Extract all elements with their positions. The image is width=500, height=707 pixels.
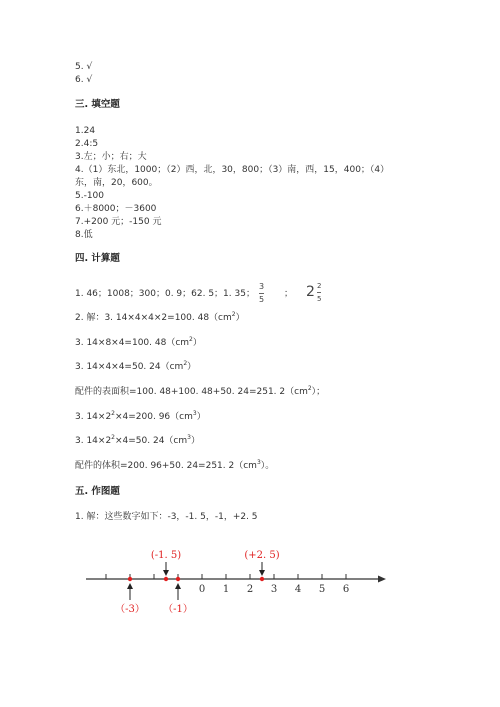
calc-answer-2: 2. 解：3. 14×4×4×2=100. $48(cm^2)$: [75, 311, 245, 323]
point-3: [260, 577, 264, 581]
calc-answer-7: 3. $14\times 2^2\times 4=50$. $24(cm^3)$: [75, 434, 200, 446]
answer-5: 5. √: [75, 62, 93, 72]
calc-answer-4: 3. 14×4×4=50. $24(cm^2)$: [75, 360, 197, 372]
point-1: [164, 577, 168, 581]
point-arrowhead-0: [127, 583, 133, 589]
point-2: [176, 577, 180, 581]
draw-answer-1: 1. 解：这些数字如下：-3，-1. 5，-1，+2. 5: [75, 512, 258, 522]
calc-answer-6: 3. $14\times 2^2\times 4=200$. $96(cm^3)$: [75, 410, 206, 422]
answer-6: 6. √: [75, 75, 93, 85]
point-arrowhead-1: [163, 570, 169, 576]
mixed-number-fraction: 2 5: [317, 282, 322, 303]
fraction-3-5: 3 5: [259, 282, 265, 304]
fill-answer-2: 2.4:5: [75, 139, 99, 149]
volume: 配件的体积=200. 96+50. 24=251. $2(cm^3)$。: [75, 459, 275, 471]
tick-label-6: 6: [342, 584, 350, 595]
point-label-1: (-1. 5): [150, 550, 182, 561]
calc-answer-1: 1. 46；1008；300；0. 9；62. 5；1. 35；: [75, 289, 255, 299]
point-arrowhead-3: [259, 570, 265, 576]
fill-answer-3: 3.左；小；右；大: [75, 152, 147, 162]
axis-arrow: [378, 576, 386, 583]
fill-answer-7: 7.+200 元；-150 元: [75, 217, 162, 227]
tick-label-3: 3: [270, 584, 278, 595]
fill-answer-8: 8.低: [75, 230, 93, 240]
mixed-number-whole: 2: [306, 284, 315, 300]
number-line: [0, 538, 500, 628]
fill-answer-4-cont: 东，南，20，600。: [75, 178, 158, 188]
fill-answer-5: 5.-100: [75, 191, 105, 201]
point-label-3: (+2. 5): [244, 550, 280, 561]
section-4-heading: 四. 计算题: [75, 253, 120, 264]
fill-answer-4: 4.（1）东北，1000；（2）西，北，30，800；（3）南，西，15，400；（4）: [75, 165, 390, 175]
surface-area: 配件的表面积=100. 48+100. 48+50. 24=251. $2(cm^2)$；: [75, 385, 326, 397]
fill-answer-6: 6.＋8000；－3600: [75, 204, 157, 214]
tick-label-4: 4: [294, 584, 302, 595]
point-0: [128, 577, 132, 581]
tick-label-5: 5: [318, 584, 326, 595]
tick-label-0: 0: [198, 584, 206, 595]
section-5-heading: 五. 作图题: [75, 486, 120, 497]
section-3-heading: 三. 填空题: [75, 99, 120, 110]
tick-label-2: 2: [246, 584, 254, 595]
point-label-2: （-1）: [163, 604, 193, 615]
calc-answer-3: 3. 14×8×4=100. $48(cm^2)$: [75, 336, 202, 348]
point-arrowhead-2: [175, 583, 181, 589]
point-label-0: （-3）: [115, 604, 145, 615]
calc-separator: ；: [284, 289, 294, 299]
fill-answer-1: 1.24: [75, 126, 96, 136]
tick-label-1: 1: [222, 584, 230, 595]
